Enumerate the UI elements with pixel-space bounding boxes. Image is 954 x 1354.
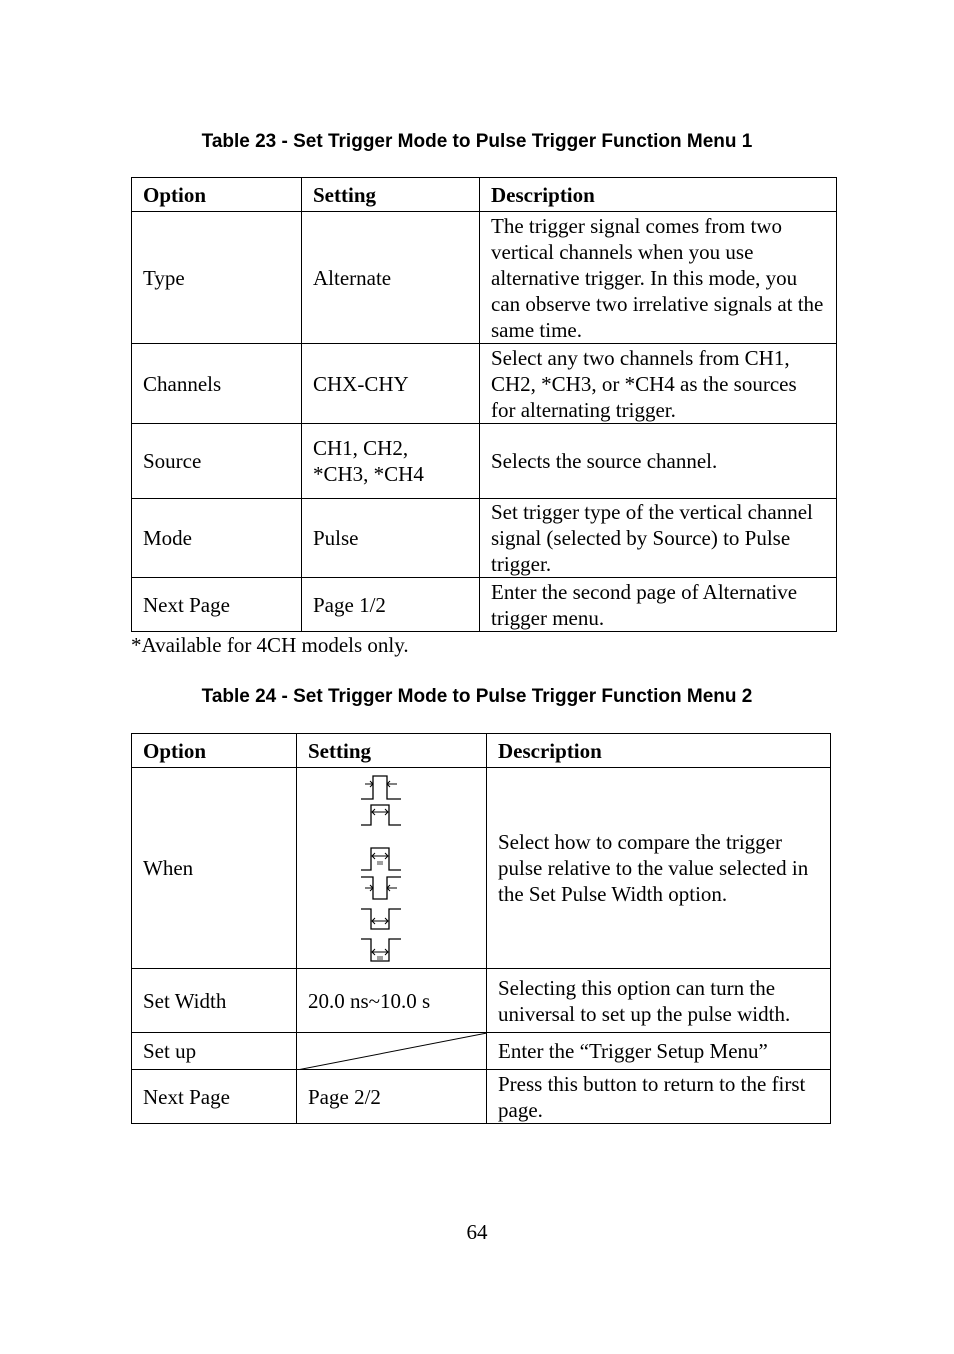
description-cell: The trigger signal comes from two vertical channels when you use alternative trigger. In this mode, you can observe two irrelative signals at the same time. xyxy=(480,212,837,344)
column-header-option: Option xyxy=(132,734,297,768)
description-cell: Press this button to return to the first page. xyxy=(487,1070,831,1124)
pulse-equal-to-icon xyxy=(359,845,403,873)
negative-pulse-equal-to-icon xyxy=(359,936,403,964)
column-header-setting: Setting xyxy=(302,178,480,212)
table-row xyxy=(132,1033,831,1070)
table-header-row xyxy=(132,734,831,768)
setting-cell: Page 1/2 xyxy=(302,578,480,632)
description-cell: Select how to compare the trigger pulse relative to the value selected in the Set Pulse Width option. xyxy=(487,768,831,969)
table-row xyxy=(132,212,837,344)
description-cell: Selecting this option can turn the universal to set up the pulse width. xyxy=(487,969,831,1033)
column-header-description: Description xyxy=(487,734,831,768)
setting-cell: Page 2/2 xyxy=(297,1070,487,1124)
when-icons xyxy=(297,771,486,966)
table-row xyxy=(132,499,837,578)
setting-cell: Pulse xyxy=(302,499,480,578)
pulse-wider-than-icon xyxy=(359,802,403,828)
table-row xyxy=(132,969,831,1033)
option-cell: When xyxy=(132,768,297,969)
negative-pulse-narrower-than-icon xyxy=(359,874,403,902)
option-cell: Next Page xyxy=(132,578,302,632)
setting-cell: 20.0 ns~10.0 s xyxy=(297,969,487,1033)
setting-cell-empty xyxy=(297,1033,487,1070)
option-cell: Set up xyxy=(132,1033,297,1070)
column-header-setting: Setting xyxy=(297,734,487,768)
option-cell: Mode xyxy=(132,499,302,578)
setting-cell: CHX-CHY xyxy=(302,344,480,424)
table24-caption: Table 24 - Set Trigger Mode to Pulse Trigger Function Menu 2 xyxy=(201,686,753,707)
description-cell: Enter the “Trigger Setup Menu” xyxy=(487,1033,831,1070)
page-number: 64 xyxy=(466,1220,488,1244)
description-cell: Select any two channels from CH1, CH2, *CH3, or *CH4 as the sources for alternating trigger. xyxy=(480,344,837,424)
table-row xyxy=(132,1070,831,1124)
column-header-option: Option xyxy=(132,178,302,212)
option-cell: Next Page xyxy=(132,1070,297,1124)
setting-cell xyxy=(297,768,487,969)
description-cell: Set trigger type of the vertical channel signal (selected by Source) to Pulse trigger. xyxy=(480,499,837,578)
option-cell: Source xyxy=(132,424,302,499)
table-header-row xyxy=(132,178,837,212)
table24 xyxy=(131,733,831,1124)
table-row xyxy=(132,578,837,632)
option-cell: Channels xyxy=(132,344,302,424)
table-row xyxy=(132,344,837,424)
setting-cell: Alternate xyxy=(302,212,480,344)
description-cell: Selects the source channel. xyxy=(480,424,837,499)
option-cell: Type xyxy=(132,212,302,344)
negative-pulse-wider-than-icon xyxy=(359,906,403,932)
diagonal-line xyxy=(297,1033,487,1070)
table-row xyxy=(132,768,831,969)
table23 xyxy=(131,177,837,632)
option-cell: Set Width xyxy=(132,969,297,1033)
description-cell: Enter the second page of Alternative trigger menu. xyxy=(480,578,837,632)
table23-caption: Table 23 - Set Trigger Mode to Pulse Trigger Function Menu 1 xyxy=(201,131,753,152)
column-header-description: Description xyxy=(480,178,837,212)
table-row xyxy=(132,424,837,499)
pulse-narrower-than-icon xyxy=(359,774,403,802)
footnote: *Available for 4CH models only. xyxy=(131,633,409,657)
setting-cell: CH1, CH2, *CH3, *CH4 xyxy=(302,424,480,499)
